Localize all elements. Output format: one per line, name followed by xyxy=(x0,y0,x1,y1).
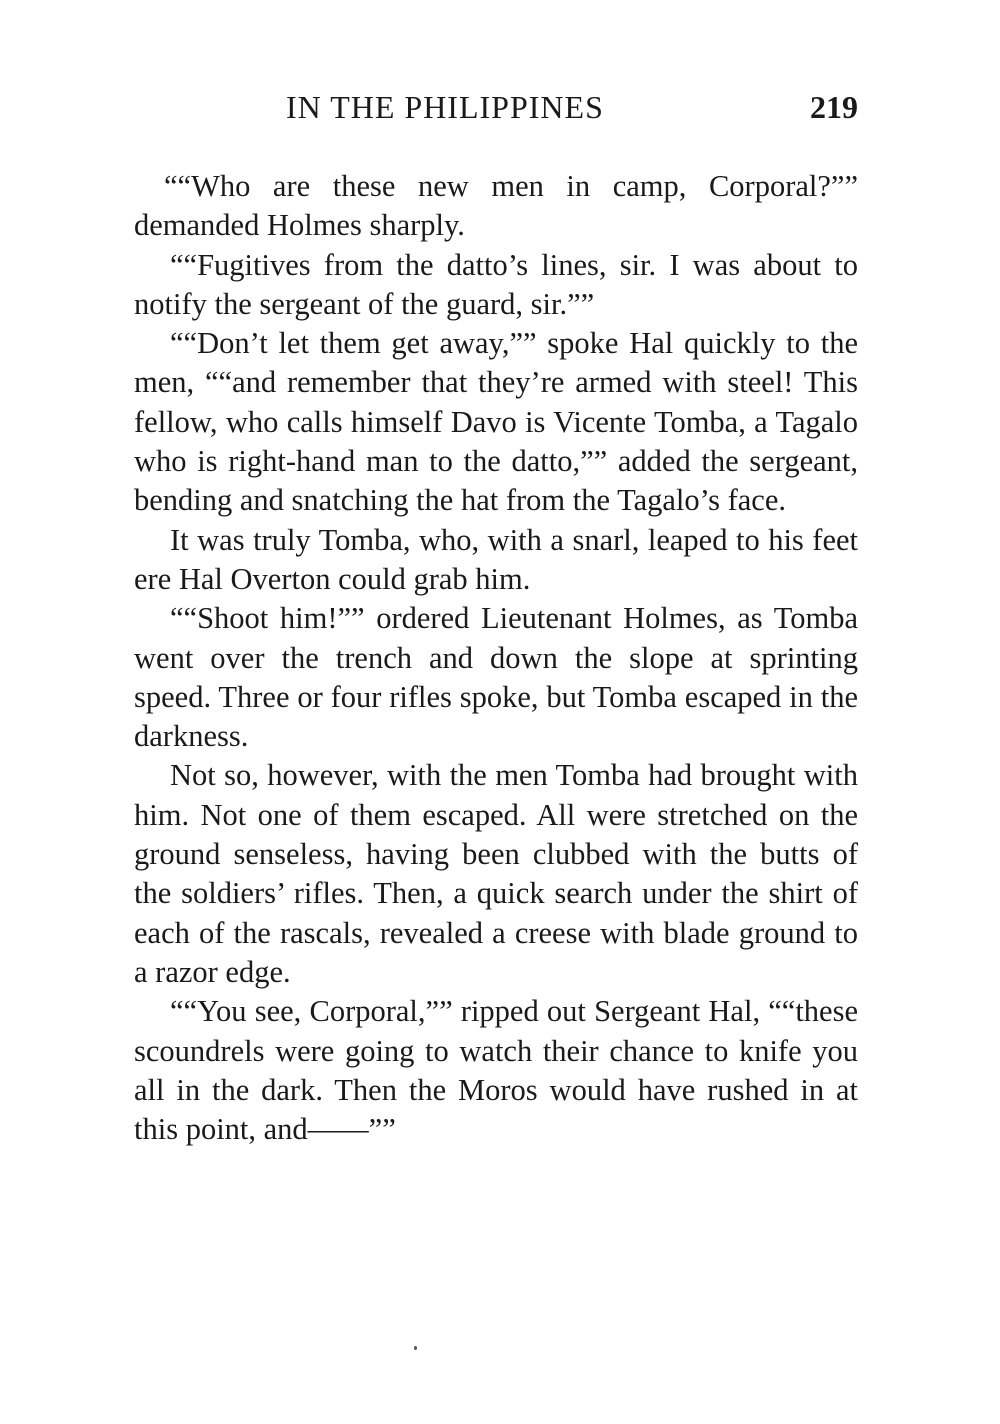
paragraph: ““Shoot him!”” ordered Lieutenant Holmes, as Tomba went over the trench and down the slope at sprinting speed. Three or four rifles spoke, but Tomba escaped in the darkness. xyxy=(134,601,858,754)
paragraph: It was truly Tomba, who, with a snarl, leaped to his feet ere Hal Overton could grab him. xyxy=(134,522,858,596)
body-text xyxy=(134,167,858,1149)
paragraph: ““Fugitives from the datto’s lines, sir. I was about to notify the sergeant of the guard, sir.”” xyxy=(134,247,858,321)
paragraph: ““You see, Corporal,”” ripped out Sergeant Hal, ““these scoundrels were going to watch their chance to knife you all in the dark. Then the Moros would have rushed in at this point, and——”” xyxy=(134,994,858,1147)
running-title: IN THE PHILIPPINES xyxy=(286,89,604,125)
page-header xyxy=(134,85,858,129)
paragraph: ““Who are these new men in camp, Corporal?”” demanded Holmes sharply. xyxy=(134,169,858,243)
paragraph: ““Don’t let them get away,”” spoke Hal quickly to the men, ““and remember that they’re armed with steel! This fellow, who calls himself Davo is Vicente Tomba, a Tagalo who is right-hand man to the datto,”” added the sergeant, bending and snatching the hat from the Tagalo’s face. xyxy=(134,326,858,518)
page-number: 219 xyxy=(810,89,858,125)
ink-speck xyxy=(414,1346,417,1350)
paragraph: Not so, however, with the men Tomba had brought with him. Not one of them escaped. All were stretched on the ground senseless, having been clubbed with the butts of the soldiers’ rifles. Then, a quick search under the shirt of each of the rascals, revealed a creese with blade ground to a razor edge. xyxy=(134,758,858,989)
